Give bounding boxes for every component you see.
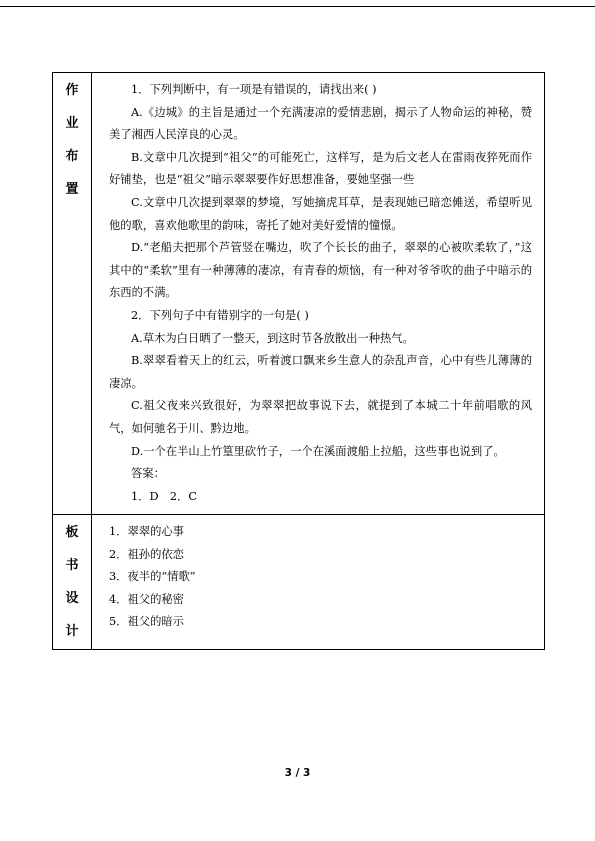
label-char: 书 xyxy=(65,558,79,574)
label-char: 计 xyxy=(65,624,79,640)
board-item: 5．祖父的暗示 xyxy=(109,614,184,628)
question-2-option-a: A.草木为白日晒了一整天，到这时节各放散出一种热气。 xyxy=(131,331,414,345)
question-2-stem: 2．下列句子中有错别字的一句是( ) xyxy=(131,308,309,322)
label-char: 设 xyxy=(65,591,79,607)
question-2-option-d: D.一个在半山上竹篁里砍竹子，一个在溪面渡船上拉船，这些事也说到了。 xyxy=(131,444,505,458)
question-1-stem: 1．下列判断中，有一项是有错误的，请找出来( ) xyxy=(131,83,377,96)
answer-label: 答案： xyxy=(131,467,165,481)
question-2-option-c: C.祖父夜来兴致很好，为翠翠把故事说下去，就提到了本城二十年前唱歌的风气，如何驰名于川、黔边地。 xyxy=(109,399,532,435)
label-char: 业 xyxy=(65,116,79,131)
question-1-option-c: C.文章中几次提到翠翠的梦境，写她摘虎耳草，是表现她已暗恋傩送，希望听见他的歌，喜欢他歌里的韵味，寄托了她对美好爱情的憧憬。 xyxy=(109,195,532,232)
page-number: 3 / 3 xyxy=(284,767,311,779)
question-2-option-b: B.翠翠看着天上的红云，听着渡口飘来乡生意人的杂乱声音，心中有些儿薄薄的凄凉。 xyxy=(109,354,532,390)
homework-label xyxy=(53,73,92,515)
question-1-option-b: B.文章中几次提到“祖父”的可能死亡，这样写，是为后文老人在雷雨夜猝死而作好铺垫，也是“祖父”暗示翠翠要作好思想准备，要她坚强一些 xyxy=(109,150,532,187)
question-1-option-a: A.《边城》的主旨是通过一个充满凄凉的爱情悲剧，揭示了人物命运的神秘，赞美了湘西人民淳良的心灵。 xyxy=(109,105,532,142)
board-item: 1．翠翠的心事 xyxy=(109,525,184,539)
answer-text: 1．D 2．C xyxy=(131,489,197,503)
board-design-content xyxy=(92,515,545,650)
label-char: 布 xyxy=(65,149,79,164)
header-rule xyxy=(0,6,595,7)
board-item: 2．祖孙的依恋 xyxy=(109,547,184,561)
homework-row xyxy=(53,73,545,515)
homework-content xyxy=(92,73,545,515)
label-char: 板 xyxy=(65,525,79,541)
lesson-plan-table xyxy=(52,72,545,650)
board-design-label xyxy=(53,515,92,650)
board-design-row xyxy=(53,515,545,650)
label-char: 置 xyxy=(65,182,79,197)
label-char: 作 xyxy=(65,83,79,98)
board-item: 3．夜半的“情歌” xyxy=(109,570,196,584)
question-1-option-d: D.“老船夫把那个芦管竖在嘴边，吹了个长长的曲子，翠翠的心被吹柔软了，”这其中的“柔软”里有一种薄薄的凄凉，有青春的烦恼，有一种对爷爷吹的曲子中暗示的东西的不满。 xyxy=(109,241,532,300)
board-item: 4．祖父的秘密 xyxy=(109,592,184,606)
